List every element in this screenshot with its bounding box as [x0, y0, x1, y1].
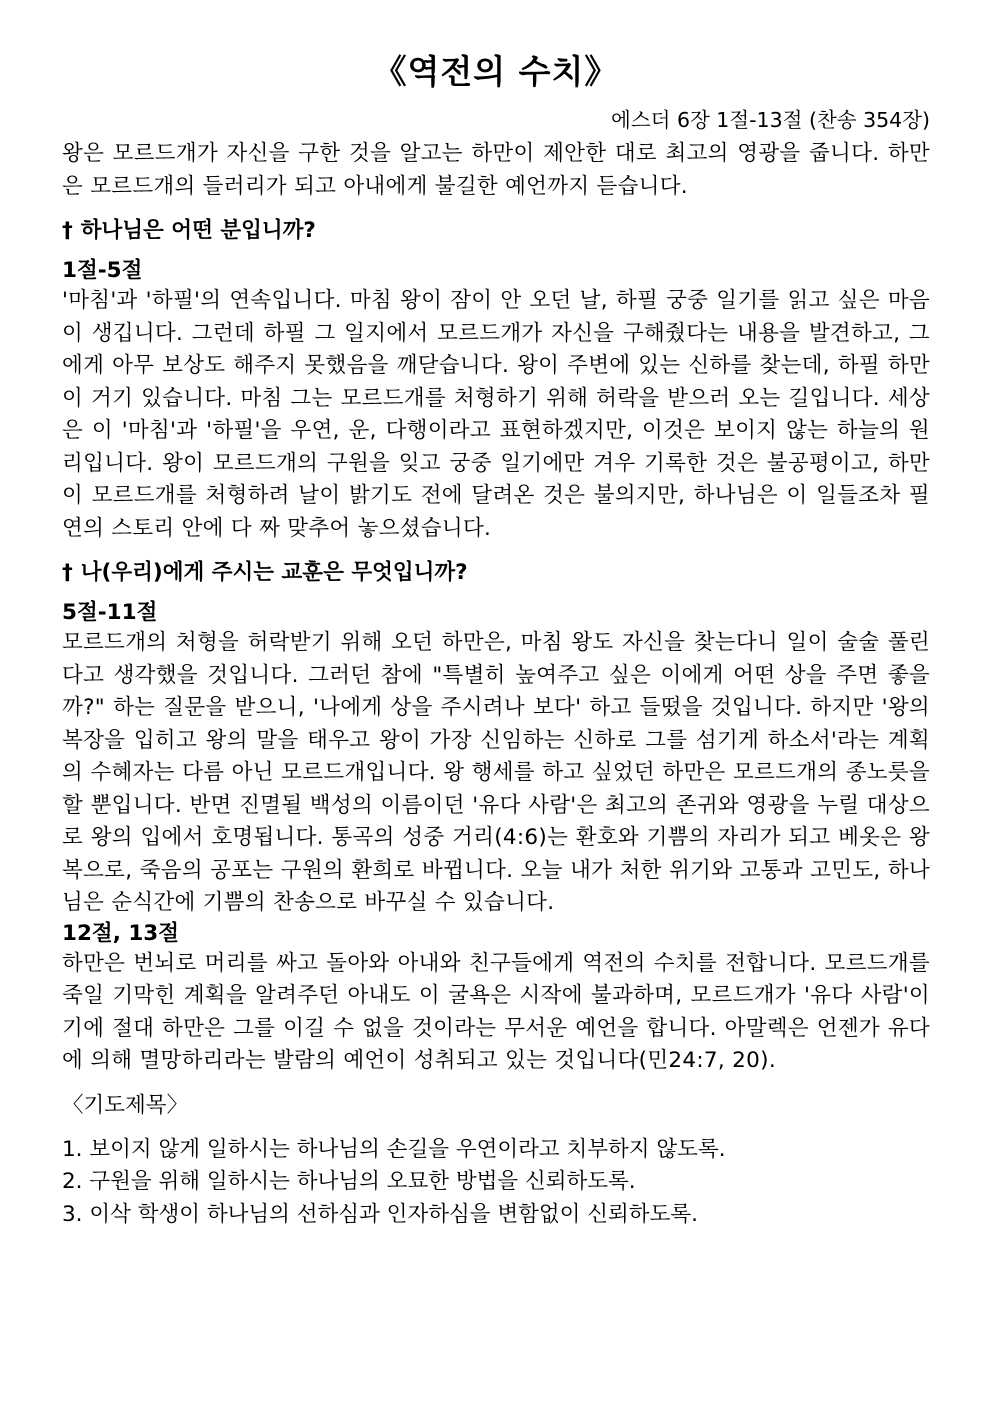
- prayer-item: 3. 이삭 학생이 하나님의 선하심과 인자하심을 변함없이 신뢰하도록.: [62, 1201, 698, 1227]
- section2-verse-range-b: 12절, 13절: [62, 920, 180, 946]
- prayer-item: 1. 보이지 않게 일하시는 하나님의 손길을 우연이라고 치부하지 않도록.: [62, 1136, 726, 1162]
- prayer-list: [62, 1134, 930, 1232]
- section1-heading: [62, 215, 930, 247]
- section2-verse-range-a: 5절-11절: [62, 600, 158, 625]
- prayer-heading: 〈기도제목〉: [62, 1092, 189, 1118]
- section2-body-a: 모르드개의 처형을 허락받기 위해 오던 하만은, 마침 왕도 자신을 찾는다니 일이 술술 풀린다고 생각했을 것입니다. 그러던 참에 "특별히 높여주고 싶은 이에게 어떤 상을 주면 좋을까?" 하는 질문을 받으니, '나에게 상을 주시려나 보다' 하고 들떴을 것입니다. 하지만 '왕의 복장을 입히고 왕의 말을 태우고 왕이 가장 신임하는 신하로 그를 섬기게 하소서'라는 계획의 수혜자는 다름 아닌 모르드개입니다. 왕 행세를 하고 싶었던 하만은 모르드개의 종노릇을 할 뿐입니다. 반면 진멸될 백성의 이름이던 '유다 사람'은 최고의 존귀와 영광을 누릴 대상으로 왕의 입에서 호명됩니다. 통곡의 성중 거리(4:6)는 환호와 기쁨의 자리가 되고 베옷은 왕복으로, 죽음의 공포는 구원의 환희로 바뀝니다. 오늘 내가 처한 위기와 고통과 고민도, 하나님은 순식간에 기쁨의 찬송으로 바꾸실 수 있습니다.: [62, 630, 930, 915]
- section1-question: 하나님은 어떤 분입니까?: [80, 218, 316, 243]
- section1-verse-range: 1절-5절: [62, 258, 143, 283]
- cross-icon: †: [62, 218, 73, 243]
- intro-paragraph: 왕은 모르드개가 자신을 구한 것을 알고는 하만이 제안한 대로 최고의 영광을 줍니다. 하만은 모르드개의 들러리가 되고 아내에게 불길한 예언까지 듣습니다.: [62, 141, 930, 199]
- prayer-item: 2. 구원을 위해 일하시는 하나님의 오묘한 방법을 신뢰하도록.: [62, 1169, 636, 1194]
- cross-icon: †: [62, 560, 73, 585]
- section2-question: 나(우리)에게 주시는 교훈은 무엇입니까?: [80, 560, 468, 585]
- section2-heading: [62, 557, 930, 589]
- section1-body: '마침'과 '하필'의 연속입니다. 마침 왕이 잠이 안 오던 날, 하필 궁중 일기를 읽고 싶은 마음이 생깁니다. 그런데 하필 그 일지에서 모르드개가 자신을 구해줬다는 내용을 발견하고, 그에게 아무 보상도 해주지 못했음을 깨닫습니다. 왕이 주변에 있는 신하를 찾는데, 하필 하만이 거기 있습니다. 마침 그는 모르드개를 처형하기 위해 허락을 받으러 오는 길입니다. 세상은 이 '마침'과 '하필'을 우연, 운, 다행이라고 표현하겠지만, 이것은 보이지 않는 하늘의 원리입니다. 왕이 모르드개의 구원을 잊고 궁중 일기에만 겨우 기록한 것은 불공평이고, 하만이 모르드개를 처형하려 날이 밝기도 전에 달려온 것은 불의지만, 하나님은 이 일들조차 필연의 스토리 안에 다 짜 맞추어 놓으셨습니다.: [62, 288, 930, 541]
- section2-body-b: 하만은 번뇌로 머리를 싸고 돌아와 아내와 친구들에게 역전의 수치를 전합니다. 모르드개를 죽일 기막힌 계획을 알려주던 아내도 이 굴욕은 시작에 불과하며, 모르드개가 '유다 사람'이기에 절대 하만은 그를 이길 수 없을 것이라는 무서운 예언을 합니다. 아말렉은 언젠가 유다에 의해 멸망하리라는 발람의 예언이 성취되고 있는 것입니다(민24:7, 20).: [62, 950, 930, 1073]
- page-title: 《역전의 수치》: [373, 52, 619, 91]
- scripture-reference: 에스더 6장 1절-13절 (찬송 354장): [611, 108, 930, 132]
